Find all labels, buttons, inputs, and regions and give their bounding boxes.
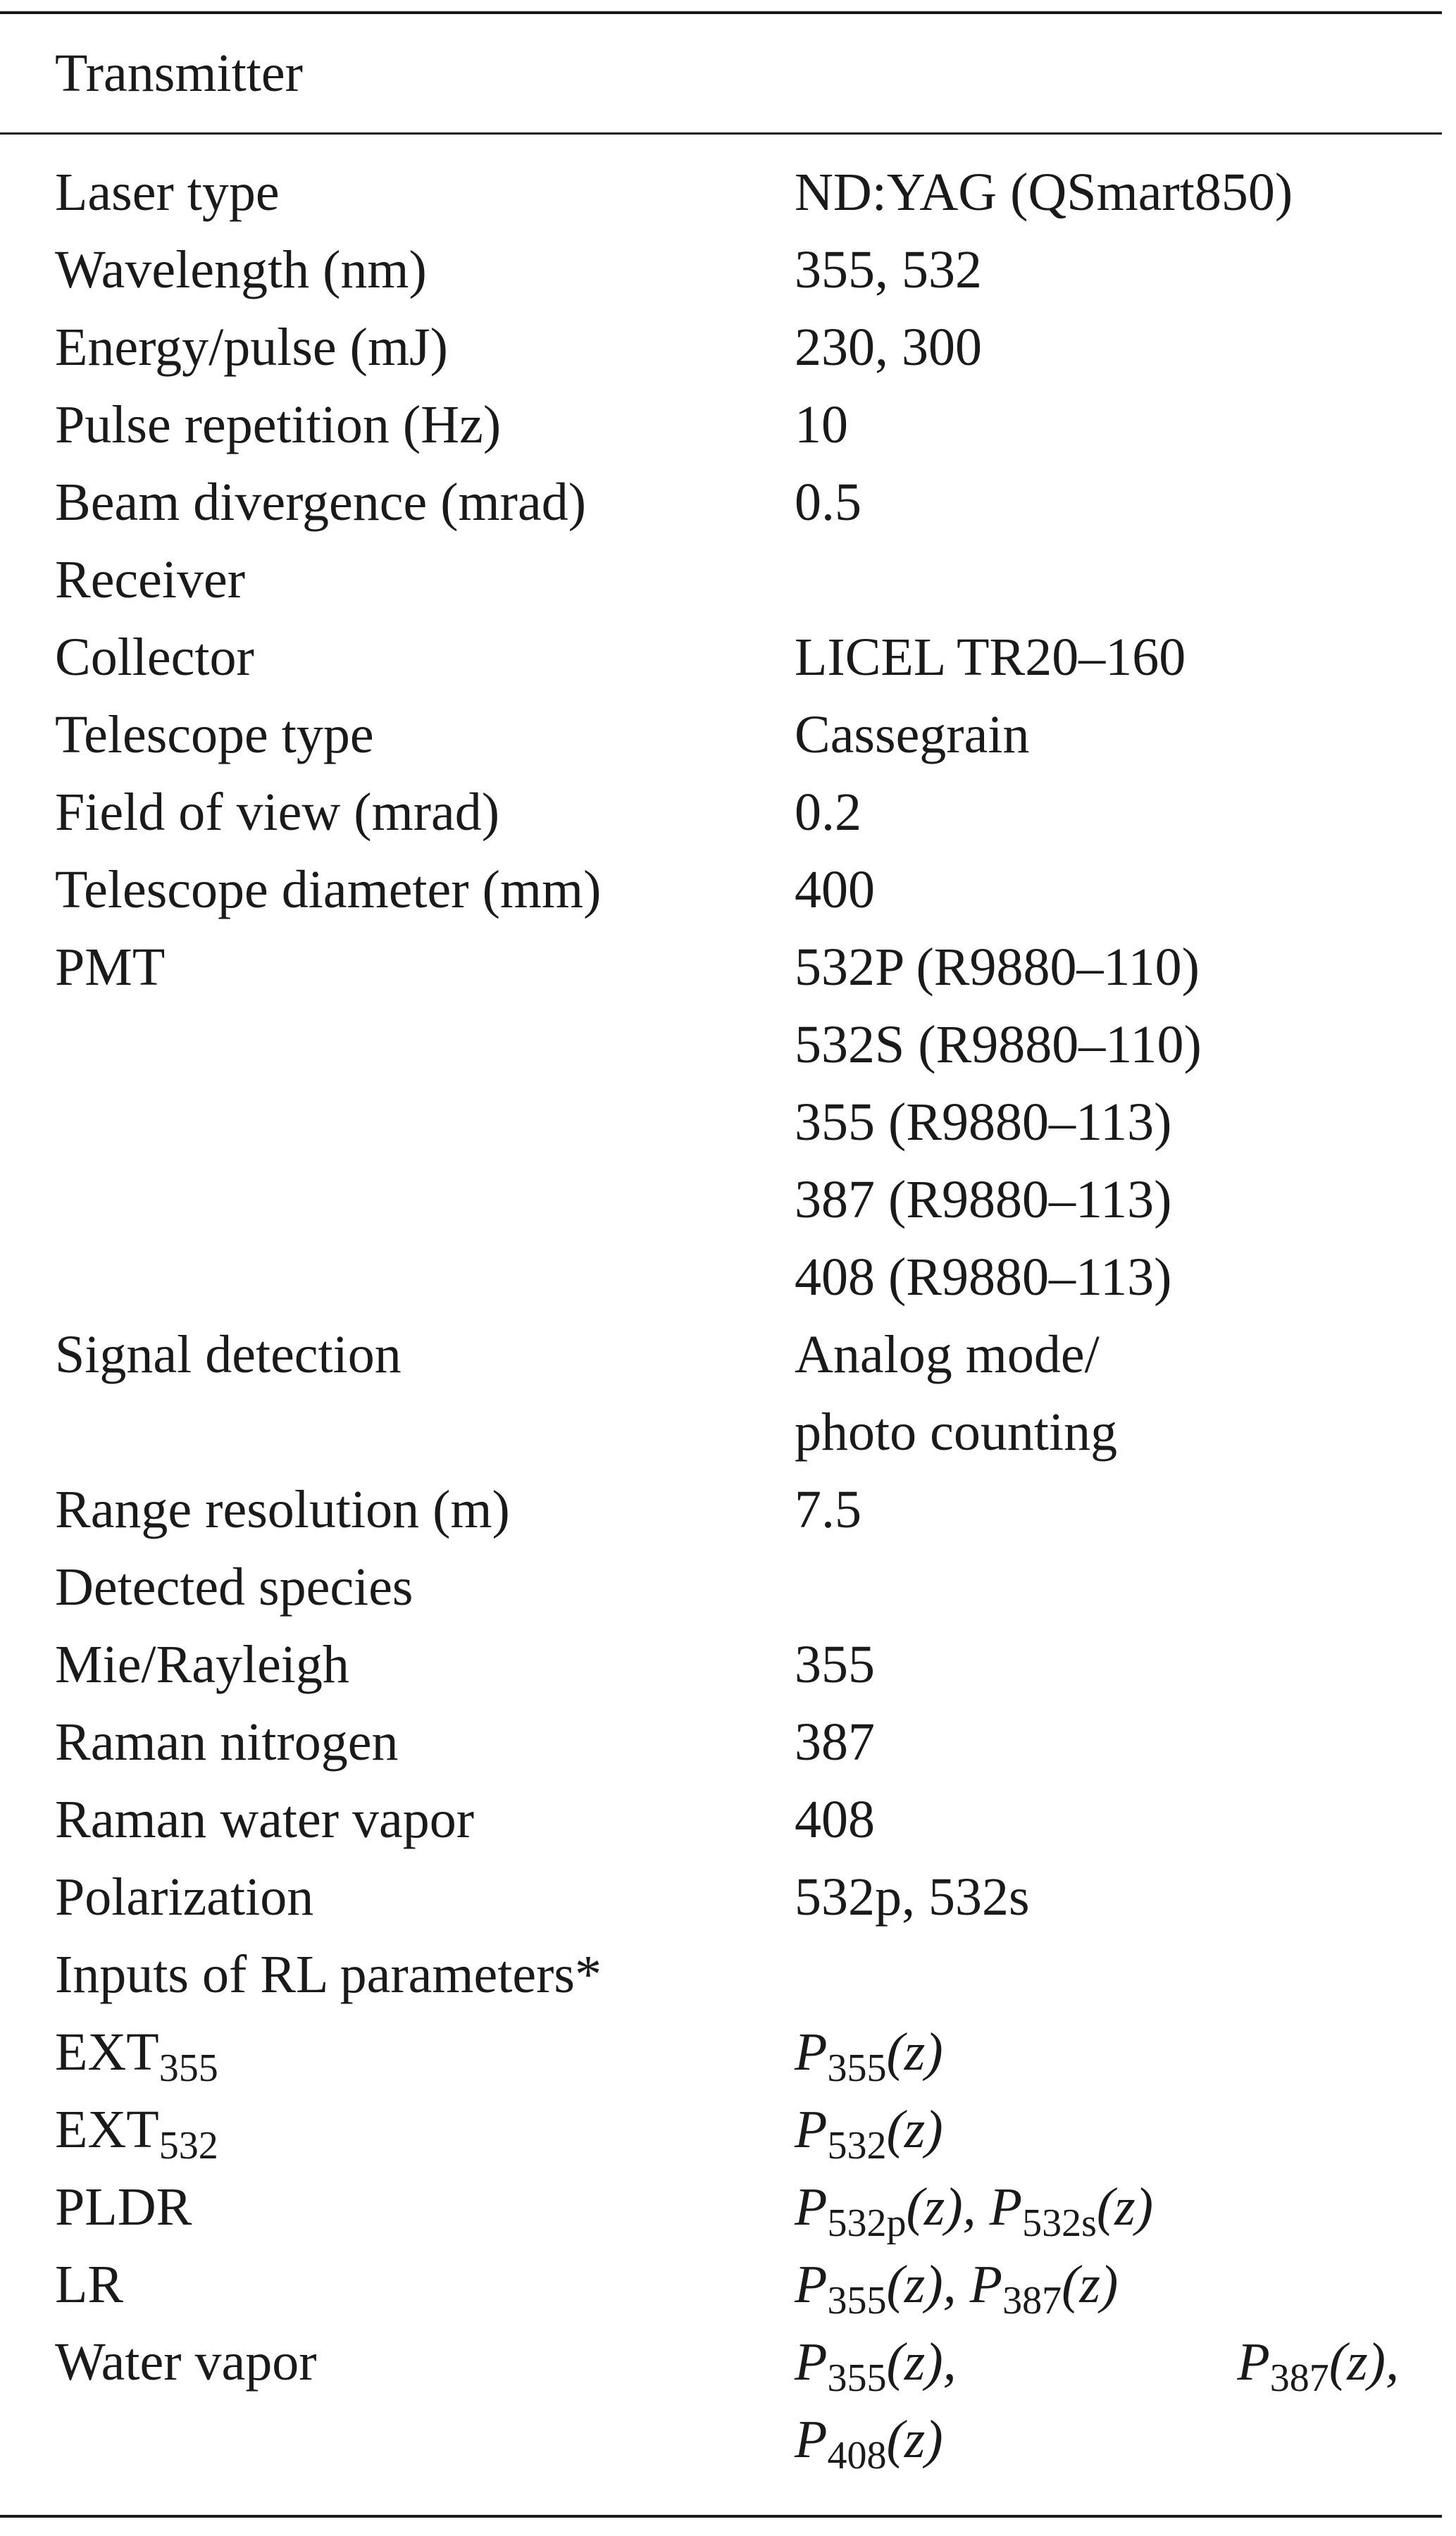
table-row-ext355	[0, 2013, 1442, 2091]
row-value: 0.2	[795, 783, 861, 842]
power-term: $P_{355}(z)$	[795, 2022, 943, 2090]
row-label: Laser type	[55, 163, 280, 222]
row-value: 355, 532	[795, 240, 982, 299]
row-label: Water vapor	[55, 2332, 317, 2392]
power-term: $P_{387}(z)$,	[1237, 2332, 1399, 2400]
row-label: Raman water vapor	[55, 1790, 475, 1849]
table-row	[0, 309, 1442, 386]
row-value	[795, 2168, 1153, 2251]
table-top-rule	[0, 11, 1442, 14]
section-row-receiver	[0, 541, 1442, 619]
row-label: Telescope diameter (mm)	[55, 860, 602, 919]
table-bottom-rule	[0, 2515, 1442, 2518]
row-label: LR	[55, 2255, 124, 2314]
row-value	[795, 2013, 943, 2096]
row-label: Polarization	[55, 1867, 314, 1927]
row-value	[795, 2246, 1118, 2328]
row-value: 400	[795, 860, 875, 919]
row-value: 408	[795, 1790, 875, 1849]
row-label: Field of view (mrad)	[55, 783, 500, 842]
section-row-detected-species	[0, 1548, 1442, 1626]
row-label: $EXT_{532}$	[55, 2100, 218, 2168]
row-value: 10	[795, 395, 848, 454]
table-row	[0, 1781, 1442, 1858]
table-header-transmitter: Transmitter	[55, 44, 303, 103]
row-value: Analog mode/ photo counting	[795, 1325, 1118, 1462]
row-label: Energy/pulse (mJ)	[55, 318, 448, 377]
row-value	[795, 2091, 943, 2173]
row-value: 532P (R9880–110) 532S (R9880–110) 355 (R9880–113) 387 (R9880–113) 408 (R9880–113)	[795, 938, 1202, 1307]
table-row	[0, 1858, 1442, 1936]
table-row	[0, 696, 1442, 773]
row-value	[795, 2323, 1399, 2478]
table-row	[0, 154, 1442, 231]
power-term: $P_{532}(z)$	[795, 2100, 943, 2168]
row-label: Signal detection	[55, 1325, 402, 1384]
power-term: $P_{355}(z)$,	[795, 2332, 957, 2400]
row-label: Beam divergence (mrad)	[55, 473, 587, 532]
table-row	[0, 851, 1442, 928]
row-label: Range resolution (m)	[55, 1480, 510, 1539]
table-row-water-vapor	[0, 2323, 1442, 2478]
row-label: Telescope type	[55, 705, 374, 764]
table-row	[0, 773, 1442, 851]
table-row	[0, 1626, 1442, 1703]
table-row-pmt	[0, 928, 1442, 1316]
row-value: Cassegrain	[795, 705, 1030, 764]
row-label: Raman nitrogen	[55, 1713, 399, 1772]
power-term: $P_{387}(z)$	[969, 2255, 1119, 2323]
row-value: 230, 300	[795, 318, 982, 377]
table-row-pldr	[0, 2168, 1442, 2246]
row-label: $EXT_{355}$	[55, 2022, 218, 2090]
row-value: 0.5	[795, 473, 861, 532]
row-value: 387	[795, 1713, 875, 1772]
table-header-rule	[0, 132, 1442, 135]
power-term: $P_{408}(z)$	[795, 2410, 943, 2478]
section-label: Inputs of RL parameters*	[55, 1945, 602, 2004]
section-label: Receiver	[55, 550, 246, 609]
table-row	[0, 386, 1442, 464]
table-body	[0, 154, 1442, 2478]
row-label: Pulse repetition (Hz)	[55, 395, 502, 454]
table-row-lr	[0, 2246, 1442, 2323]
table-row	[0, 1471, 1442, 1548]
row-value: ND:YAG (QSmart850)	[795, 163, 1293, 222]
power-term: $P_{355}(z)$,	[795, 2255, 957, 2323]
section-row-rl-inputs	[0, 1936, 1442, 2013]
row-value: LICEL TR20–160	[795, 628, 1186, 687]
row-value: 355	[795, 1635, 875, 1694]
section-label: Detected species	[55, 1558, 413, 1617]
table-row	[0, 619, 1442, 696]
row-value: 7.5	[795, 1480, 861, 1539]
power-term: $P_{532p}(z)$,	[795, 2177, 976, 2245]
row-label: PLDR	[55, 2177, 192, 2237]
table-row-ext532	[0, 2091, 1442, 2168]
row-label: Wavelength (nm)	[55, 240, 427, 299]
table-row	[0, 1703, 1442, 1781]
row-value: 532p, 532s	[795, 1867, 1030, 1927]
row-label: Collector	[55, 628, 254, 687]
row-label: Mie/Rayleigh	[55, 1635, 349, 1694]
table-row-signal-detection	[0, 1316, 1442, 1471]
power-term: $P_{532s}(z)$	[989, 2177, 1154, 2245]
row-label: PMT	[55, 938, 166, 997]
table-row	[0, 464, 1442, 541]
table-row	[0, 231, 1442, 309]
